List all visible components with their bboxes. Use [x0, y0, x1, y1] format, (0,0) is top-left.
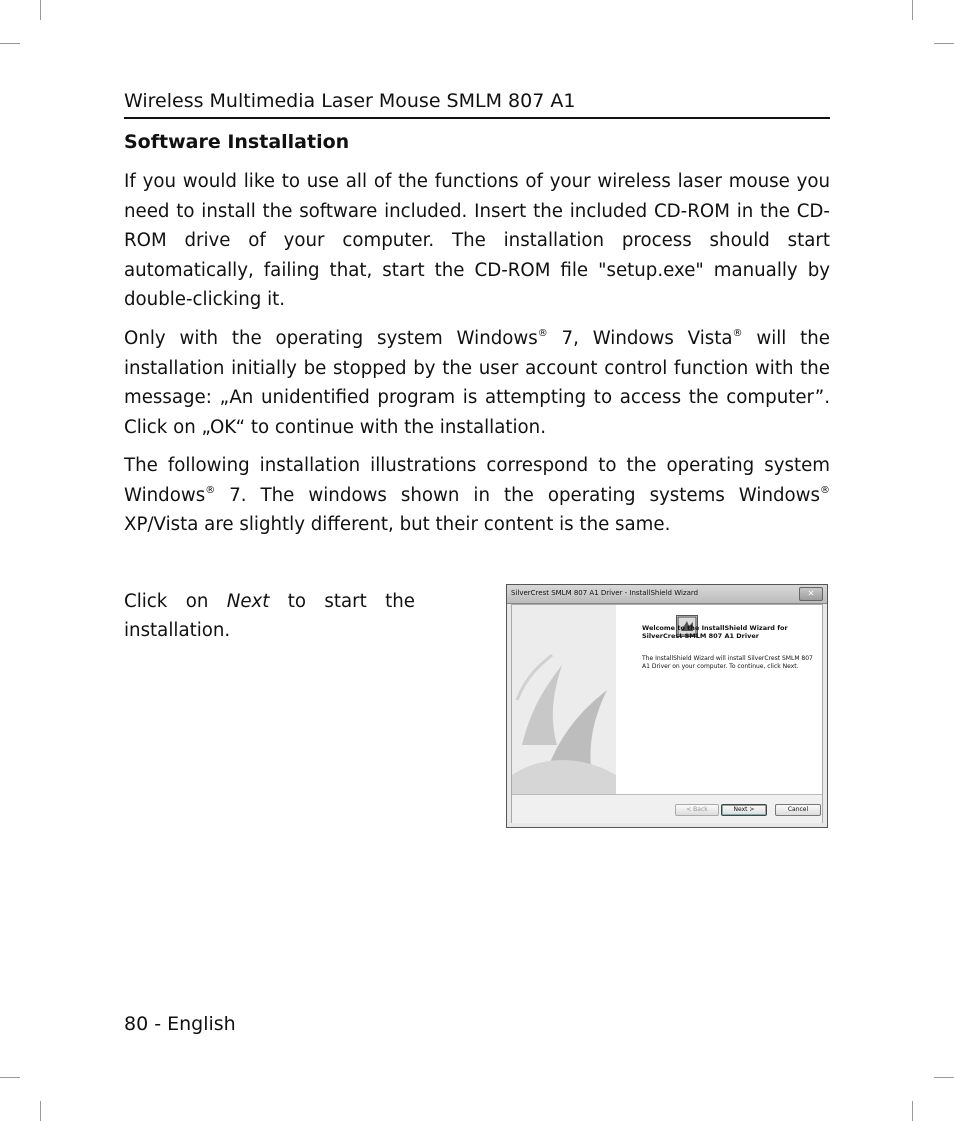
dialog-client-area	[511, 604, 823, 823]
registered-mark: ®	[537, 328, 548, 339]
welcome-title-text: Welcome to the InstallShield Wizard for SilverCrest SMLM 807 A1 Driver	[642, 624, 788, 640]
crop-mark	[934, 1077, 954, 1078]
next-button[interactable]: Next >	[721, 804, 767, 816]
crop-mark	[0, 1077, 20, 1078]
crop-mark	[40, 1101, 41, 1121]
wizard-side-graphic	[512, 605, 616, 794]
swoosh-graphic	[512, 605, 616, 794]
welcome-title	[632, 624, 818, 640]
close-icon[interactable]: ✕	[799, 587, 823, 601]
installshield-dialog-screenshot	[506, 584, 828, 828]
paragraph-uac	[124, 324, 830, 442]
text-run: Only with the operating system Windows	[124, 328, 538, 349]
dialog-title: SilverCrest SMLM 807 A1 Driver - InstallShield Wizard	[511, 589, 699, 597]
text-run: The following installation illustrations correspond to the operating system Windows	[124, 455, 830, 506]
registered-mark: ®	[820, 484, 830, 496]
paragraph-illustrations	[124, 451, 830, 540]
text-run: will the installation initially be stopped by the user account control function with the message: „An unidentified program is attempting to access the computer”. Click on „OK“ to continue with the installation.	[124, 328, 831, 438]
welcome-body-text: The InstallShield Wizard will install SilverCrest SMLM 807 A1 Driver on your computer. To continue, click Next.	[642, 655, 813, 670]
wizard-content	[616, 605, 822, 794]
text-run: 7. The windows shown in the operating systems Windows	[215, 484, 820, 506]
text-run: 7, Windows Vista	[547, 328, 733, 349]
page-header: Wireless Multimedia Laser Mouse SMLM 807 A1	[124, 88, 830, 119]
crop-mark	[912, 0, 913, 20]
section-title: Software Installation	[124, 131, 350, 153]
dialog-button-bar	[512, 794, 822, 823]
welcome-body	[632, 655, 818, 671]
text-run: to start the installation.	[124, 591, 416, 641]
registered-mark: ®	[732, 328, 743, 339]
crop-mark	[40, 0, 41, 20]
dialog-titlebar	[507, 585, 827, 604]
paragraph-intro: If you would like to use all of the functions of your wireless laser mouse you need to install the software included. Insert the included CD-ROM in the CD-ROM drive of your computer. The installation process should start automatically, failing that, start the CD-ROM file "setup.exe" manually by double-clicking it.	[124, 171, 830, 310]
crop-mark	[912, 1101, 913, 1121]
text-run: Click on	[124, 591, 227, 612]
back-button[interactable]: < Back	[675, 804, 719, 816]
next-emphasis: Next	[226, 591, 270, 612]
crop-mark	[0, 43, 20, 44]
crop-mark	[934, 43, 954, 44]
page-footer: 80 - English	[124, 1013, 236, 1035]
registered-mark: ®	[205, 484, 216, 496]
text-run: XP/Vista are slightly different, but their content is the same.	[124, 514, 671, 535]
step-caption	[124, 587, 415, 645]
cancel-button[interactable]: Cancel	[775, 804, 821, 816]
